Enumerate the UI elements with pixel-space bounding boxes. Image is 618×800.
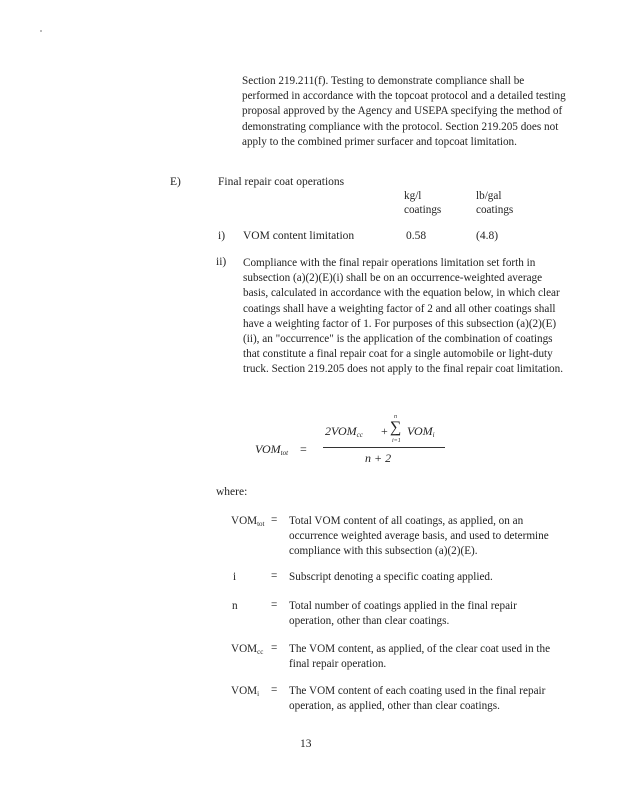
def-eq: = bbox=[271, 570, 278, 582]
formula-num-b bbox=[407, 424, 435, 439]
vom-formula bbox=[255, 414, 505, 478]
def-text-vomi: The VOM content of each coating used in the final repair operation, as applied, other than clear coatings. bbox=[289, 685, 546, 713]
def-term-vomtot bbox=[231, 514, 265, 532]
def-term-sub: i bbox=[257, 690, 260, 698]
item-i-lb-value: (4.8) bbox=[476, 230, 499, 242]
column-lb-unit: lb/gal bbox=[476, 190, 502, 202]
def-eq: = bbox=[271, 684, 278, 696]
item-i-kg-value: 0.58 bbox=[406, 230, 427, 242]
def-term-text: n bbox=[232, 600, 238, 612]
column-kg-unit: kg/l bbox=[404, 190, 422, 202]
where-label: where: bbox=[216, 486, 248, 498]
formula-sum-upper: n bbox=[394, 414, 397, 420]
def-term-vomcc bbox=[231, 642, 263, 660]
def-eq: = bbox=[271, 514, 278, 526]
formula-num-b-text: VOM bbox=[407, 424, 433, 438]
formula-equals: = bbox=[300, 442, 307, 456]
formula-num-b-sub: i bbox=[432, 431, 435, 439]
formula-num-a-sub: cc bbox=[356, 431, 363, 439]
formula-num-a bbox=[325, 424, 363, 439]
def-term-sub: tot bbox=[257, 520, 265, 528]
formula-num-a-text: 2VOM bbox=[325, 424, 357, 438]
column-header-lb bbox=[476, 189, 556, 217]
column-lb-sub: coatings bbox=[476, 204, 514, 216]
def-term-text: VOM bbox=[231, 515, 258, 527]
section-e-label: E) bbox=[170, 176, 181, 188]
formula-denominator: n + 2 bbox=[365, 451, 392, 465]
item-i-text: VOM content limitation bbox=[243, 230, 355, 242]
formula-sum-lower: i=1 bbox=[392, 438, 401, 444]
intro-paragraph: Section 219.211(f). Testing to demonstrate compliance shall be performed in accordance with the topcoat protocol and a detailed testing proposal approved by the Agency and USEPA specifying the method of demonstrating compliance with the protocol. Section 219.205 does not apply to the combined primer surfacer and topcoat limitation. bbox=[242, 75, 566, 148]
def-term-vomi bbox=[231, 684, 259, 702]
def-text-vomtot: Total VOM content of all coatings, as applied, on an occurrence weighted average basis, and used to determine compliance with this subsection (a)(2)(E). bbox=[289, 515, 549, 558]
def-text-vomcc: The VOM content, as applied, of the clear coat used in the final repair operation. bbox=[289, 643, 551, 671]
page-number: 13 bbox=[300, 738, 312, 750]
formula-lhs bbox=[255, 442, 288, 457]
def-eq: = bbox=[271, 599, 278, 611]
formula-plus: + bbox=[381, 424, 388, 438]
def-text-n: Total number of coatings applied in the final repair operation, other than clear coatings. bbox=[289, 600, 517, 628]
section-e-title: Final repair coat operations bbox=[218, 176, 345, 188]
formula-lhs-text: VOM bbox=[255, 442, 281, 456]
item-ii-label: ii) bbox=[216, 256, 227, 268]
def-term-sub: cc bbox=[257, 648, 264, 656]
def-term-text: VOM bbox=[231, 685, 258, 697]
def-term-text: i bbox=[233, 571, 237, 583]
column-kg-sub: coatings bbox=[404, 204, 442, 216]
def-eq: = bbox=[271, 642, 278, 654]
sigma-icon: ∑ bbox=[390, 419, 402, 436]
def-term-text: VOM bbox=[231, 643, 258, 655]
formula-lhs-sub: tot bbox=[280, 449, 289, 457]
column-header-kg bbox=[404, 189, 484, 217]
item-i-label: i) bbox=[218, 230, 226, 242]
def-term-i bbox=[233, 570, 236, 585]
item-ii-text: Compliance with the final repair operations limitation set forth in subsection (a)(2)(E)(i) shall be on an occurrence-weighted average basis, calculated in accordance with the equation below, in which clear coatings shall have a weighting factor of 2 and all other coatings shall have a weighting factor of 1. For purposes of this subsection (a)(2)(E)(ii), an "occurrence" is the application of the combination of coatings that constitute a final repair coat for a single automobile or light-duty truck. Section 219.205 does not apply to the final repair coat limitation. bbox=[243, 257, 564, 376]
scan-speck bbox=[40, 30, 42, 32]
def-term-n bbox=[232, 599, 238, 614]
formula-fraction-bar bbox=[323, 447, 445, 448]
def-text-i: Subscript denoting a specific coating applied. bbox=[289, 571, 493, 583]
